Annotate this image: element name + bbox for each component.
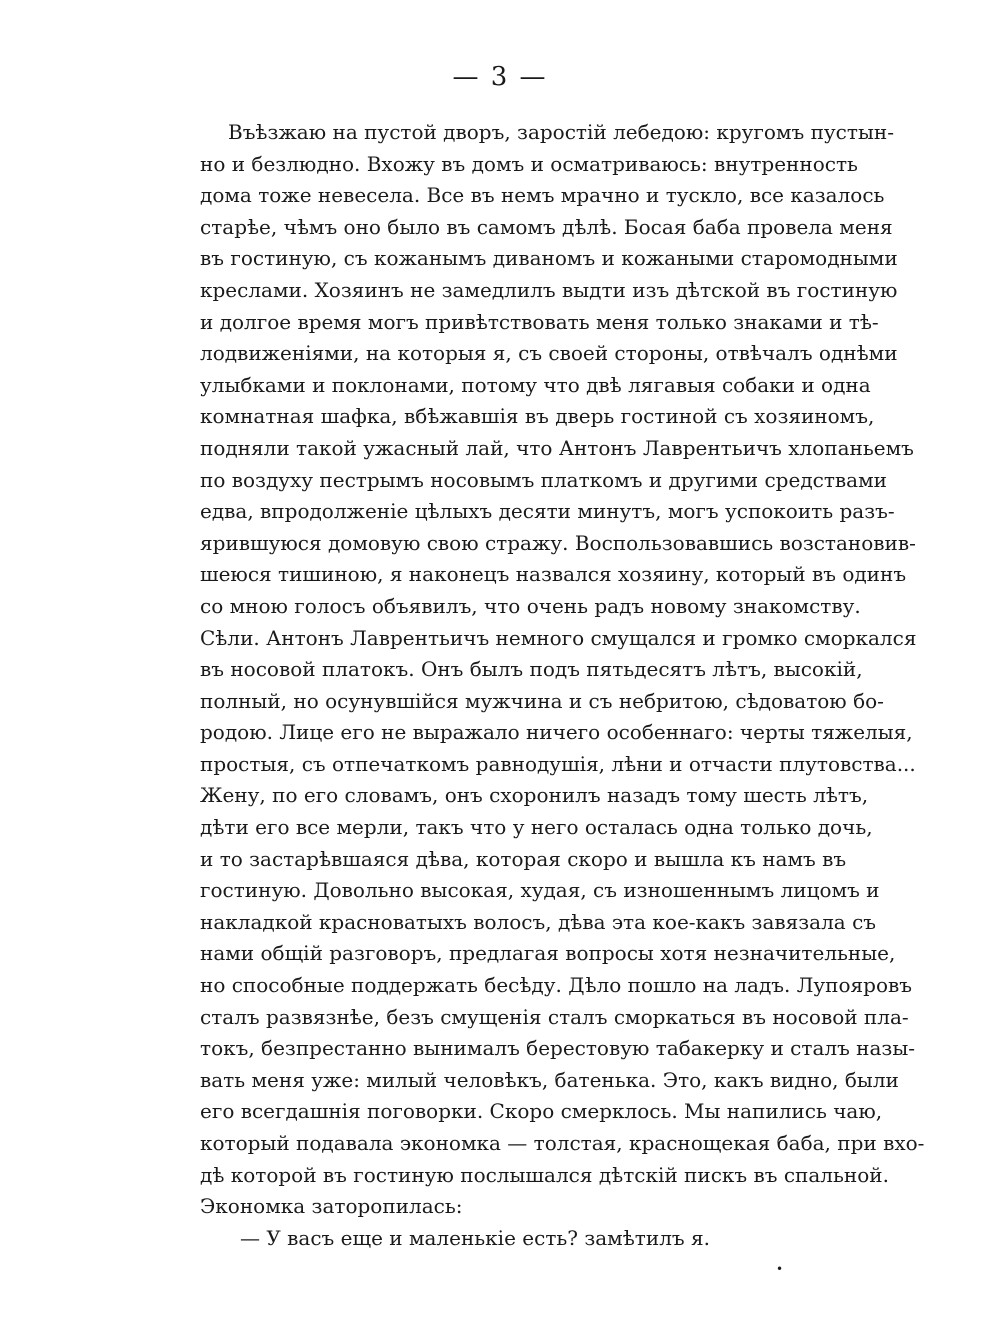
text-line: креслами. Хозяинъ не замедлилъ выдти изъ дѣтской въ гостиную (200, 277, 898, 302)
text-line: но способные поддержать бесѣду. Дѣло пошло на ладъ. Лупояровъ (200, 973, 912, 998)
text-line: полный, но осунувшійся мужчина и съ небритою, сѣдоватою бо- (200, 688, 884, 713)
text-line: дома тоже невесела. Все въ немъ мрачно и тускло, все казалось (200, 183, 885, 208)
text-line: простыя, съ отпечаткомъ равнодушія, лѣни и отчасти плутовства... (200, 751, 916, 776)
text-line: Экономка заторопилась: (200, 1194, 463, 1219)
text-line: подняли такой ужасный лай, что Антонъ Лаврентьичъ хлопаньемъ (200, 435, 914, 460)
text-line: гостиную. Довольно высокая, худая, съ изношеннымъ лицомъ и (200, 878, 880, 903)
text-line: со мною голосъ объявилъ, что очень радъ новому знакомству. (200, 593, 861, 618)
text-line: токъ, безпрестанно вынималъ берестовую табакерку и сталъ назы- (200, 1036, 915, 1061)
text-line: сталъ развязнѣе, безъ смущенія сталъ сморкаться въ носовой пла- (200, 1004, 909, 1029)
text-line: накладкой красноватыхъ волосъ, дѣва эта кое-какъ завязала съ (200, 909, 876, 934)
text-line: Сѣли. Антонъ Лаврентьичъ немного смущался и громко сморкался (200, 625, 917, 650)
text-line: который подавала экономка — толстая, краснощекая баба, при вхо- (200, 1131, 925, 1155)
text-line: Жену, по его словамъ, онъ схоронилъ назадъ тому шесть лѣтъ, (200, 783, 869, 808)
text-line: едва, впродолженіе цѣлыхъ десяти минутъ, могъ успокоить разъ- (200, 499, 895, 524)
body-text (200, 117, 925, 1254)
text-line: комнатная шафка, вбѣжавшія въ дверь гостиной съ хозяиномъ, (200, 404, 875, 429)
text-line: дѣ которой въ гостиную послышался дѣтскій пискъ въ спальной. (200, 1162, 889, 1187)
ink-speck: • (776, 1262, 784, 1276)
text-line: родою. Лице его не выражало ничего особеннаго: черты тяжелыя, (200, 720, 913, 745)
text-line: лодвиженіями, на которыя я, съ своей стороны, отвѣчалъ однѣми (200, 341, 898, 366)
text-line: старѣе, чѣмъ оно было въ самомъ дѣлѣ. Босая баба провела меня (200, 214, 893, 239)
text-line: улыбками и поклонами, потому что двѣ лягавыя собаки и одна (200, 372, 871, 397)
page-number: — 3 — (452, 62, 548, 92)
dialogue-line: — У васъ еще и маленькіе есть? замѣтилъ я. (240, 1225, 710, 1250)
text-line: по воздуху пестрымъ носовымъ платкомъ и другими средствами (200, 467, 887, 492)
text-line: и долгое время могъ привѣтствовать меня только знаками и тѣ- (200, 309, 879, 334)
text-line: дѣти его все мерли, такъ что у него осталась одна только дочь, (200, 815, 873, 840)
text-line: шеюся тишиною, я наконецъ назвался хозяину, который въ одинъ (200, 562, 907, 587)
text-line: нами общій разговоръ, предлагая вопросы хотя незначительные, (200, 941, 896, 966)
text-line: Въѣзжаю на пустой дворъ, заростій лебедою: кругомъ пустын- (228, 120, 894, 144)
text-line: въ гостиную, съ кожанымъ диваномъ и кожаными старомодными (200, 246, 898, 271)
text-line: и то застарѣвшаяся дѣва, которая скоро и вышла къ намъ въ (200, 846, 847, 871)
text-line: въ носовой платокъ. Онъ былъ подъ пятьдесятъ лѣтъ, высокій, (200, 657, 863, 682)
text-line: его всегдашнія поговорки. Скоро смерклось. Мы напились чаю, (200, 1099, 883, 1124)
text-line: но и безлюдно. Вхожу въ домъ и осматриваюсь: внутренность (200, 151, 858, 176)
text-line: ярившуюся домовую свою стражу. Воспользовавшись возстановив- (200, 530, 916, 555)
text-line: вать меня уже: милый человѣкъ, батенька. Это, какъ видно, были (200, 1067, 899, 1092)
